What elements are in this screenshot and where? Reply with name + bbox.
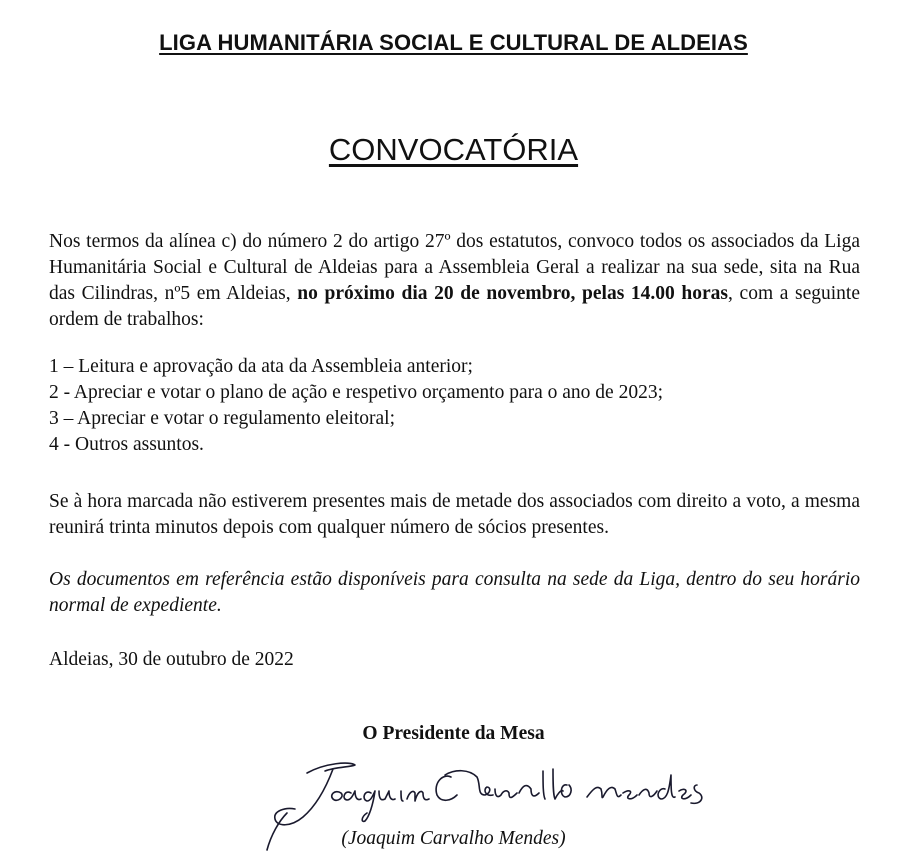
quorum-paragraph: Se à hora marcada não estiverem presentes mais de metade dos associados com direito a voto, a mesma reunirá trinta minutos depois com qualquer número de sócios presentes.: [49, 491, 860, 538]
signer-printed-name: (Joaquim Carvalho Mendes): [341, 828, 566, 849]
intro-text-end: , com a seguinte ordem de trabalhos:: [49, 283, 860, 330]
place-and-date: Aldeias, 30 de outubro de 2022: [49, 649, 294, 670]
organization-title: LIGA HUMANITÁRIA SOCIAL E CULTURAL DE ALDEIAS: [159, 30, 748, 55]
intro-text: Nos termos da alínea c) do número 2 do artigo 27º dos estatutos, convoco todos os associados da Liga Humanitária Social e Cultural de Aldeias para a Assembleia Geral a realizar na sua sede, sita na Rua das Cilindras, nº5 em Aldeias,: [49, 231, 860, 304]
signer-role: O Presidente da Mesa: [362, 723, 545, 744]
agenda-list: [49, 354, 860, 458]
documents-paragraph: Os documentos em referência estão disponíveis para consulta na sede da Liga, dentro do seu horário normal de expediente.: [49, 569, 860, 616]
meeting-date-time: no próximo dia 20 de novembro, pelas 14.00 horas: [297, 283, 729, 304]
document-title: CONVOCATÓRIA: [328, 132, 579, 167]
agenda-item: 1 – Leitura e aprovação da ata da Assembleia anterior;: [49, 356, 473, 377]
agenda-item: 2 - Apreciar e votar o plano de ação e respetivo orçamento para o ano de 2023;: [49, 382, 663, 403]
agenda-item: 4 - Outros assuntos.: [49, 434, 204, 455]
agenda-item: 3 – Apreciar e votar o regulamento eleitoral;: [49, 408, 395, 429]
intro-paragraph: [49, 229, 860, 333]
